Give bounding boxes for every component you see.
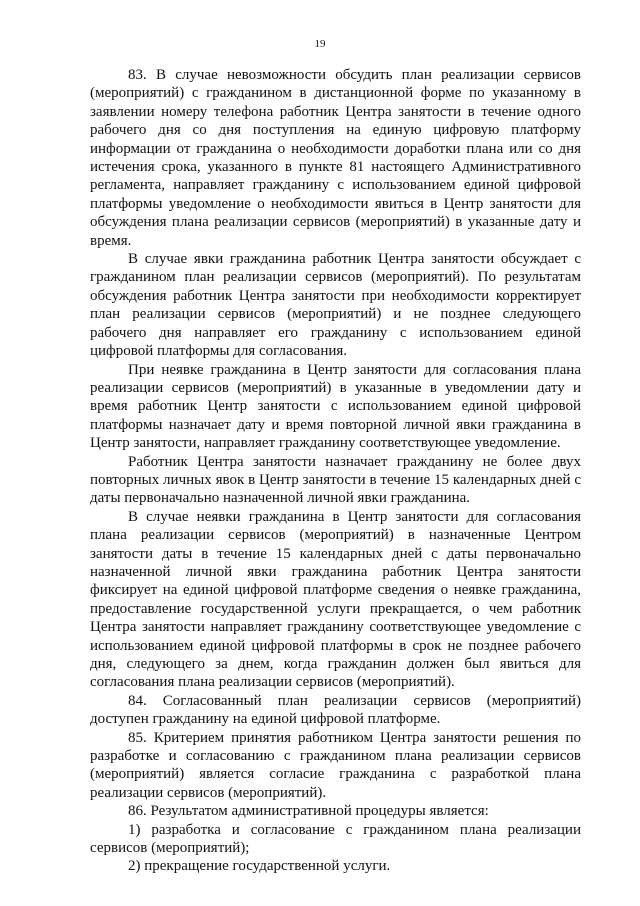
document-body xyxy=(90,66,581,876)
paragraph-86: 86. Результатом административной процедуры является: xyxy=(128,803,489,820)
paragraph-83-appearance: В случае явки гражданина работник Центра занятости обсуждает с гражданином план реализации сервисов (мероприятий). По результатам обсуждения работник Центра занятости при необходимости корректирует план реализации сервисов (мероприятий) и не позднее следующего рабочего дня направляет его гражданину с использованием единой цифровой платформы для согласования. xyxy=(90,251,581,360)
paragraph-85: 85. Критерием принятия работником Центра занятости решения по разработке и согласованию с гражданином плана реализации сервисов (мероприятий) является согласие гражданина с разработкой плана реализации сервисов (мероприятий). xyxy=(90,729,581,801)
paragraph-86-item-1: 1) разработка и согласование с гражданином плана реализации сервисов (мероприятий); xyxy=(90,821,581,857)
page-number: 19 xyxy=(314,38,326,50)
paragraph-83: 83. В случае невозможности обсудить план реализации сервисов (мероприятий) с гражданином в дистанционной форме по указанному в заявлении номеру телефона работник Центра занятости в течение одного рабочего дня со дня поступления на единую цифровую платформу информации от гражданина о необходимости доработки плана или со дня истечения срока, указанного в пункте 81 настоящего Административного регламента, направляет гражданину с использованием единой цифровой платформы уведомление о необходимости явиться в Центр занятости для обсуждения плана реализации сервисов (мероприятий) в указанные дату и время. xyxy=(90,67,581,249)
paragraph-84: 84. Согласованный план реализации сервисов (мероприятий) доступен гражданину на единой цифровой платформе. xyxy=(90,692,581,728)
paragraph-86-item-2: 2) прекращение государственной услуги. xyxy=(128,858,391,875)
paragraph-83-repeat-visits: Работник Центра занятости назначает гражданину не более двух повторных личных явок в Центр занятости в течение 15 календарных дней с даты первоначально назначенной личной явки гражданина. xyxy=(90,453,581,507)
paragraph-83-termination: В случае неявки гражданина в Центр занятости для согласования плана реализации сервисов (мероприятий) в назначенные Центром занятости даты в течение 15 календарных дней с даты первоначально назначенной личной явки гражданина работник Центра занятости фиксирует на единой цифровой платформе сведения о неявке гражданина, предоставление государственной услуги прекращается, о чем работник Центра занятости направляет гражданину соответствующее уведомление с использованием единой цифровой платформы в срок не позднее рабочего дня, следующего за днем, когда гражданин должен был явиться для согласования плана реализации сервисов (мероприятий). xyxy=(90,508,581,691)
paragraph-83-non-appearance: При неявке гражданина в Центр занятости для согласования плана реализации сервисов (мероприятий) в указанные в уведомлении дату и время работник Центр занятости с использованием единой цифровой платформы назначает дату и время повторной личной явки гражданина в Центр занятости, направляет гражданину соответствующее уведомление. xyxy=(90,361,581,452)
